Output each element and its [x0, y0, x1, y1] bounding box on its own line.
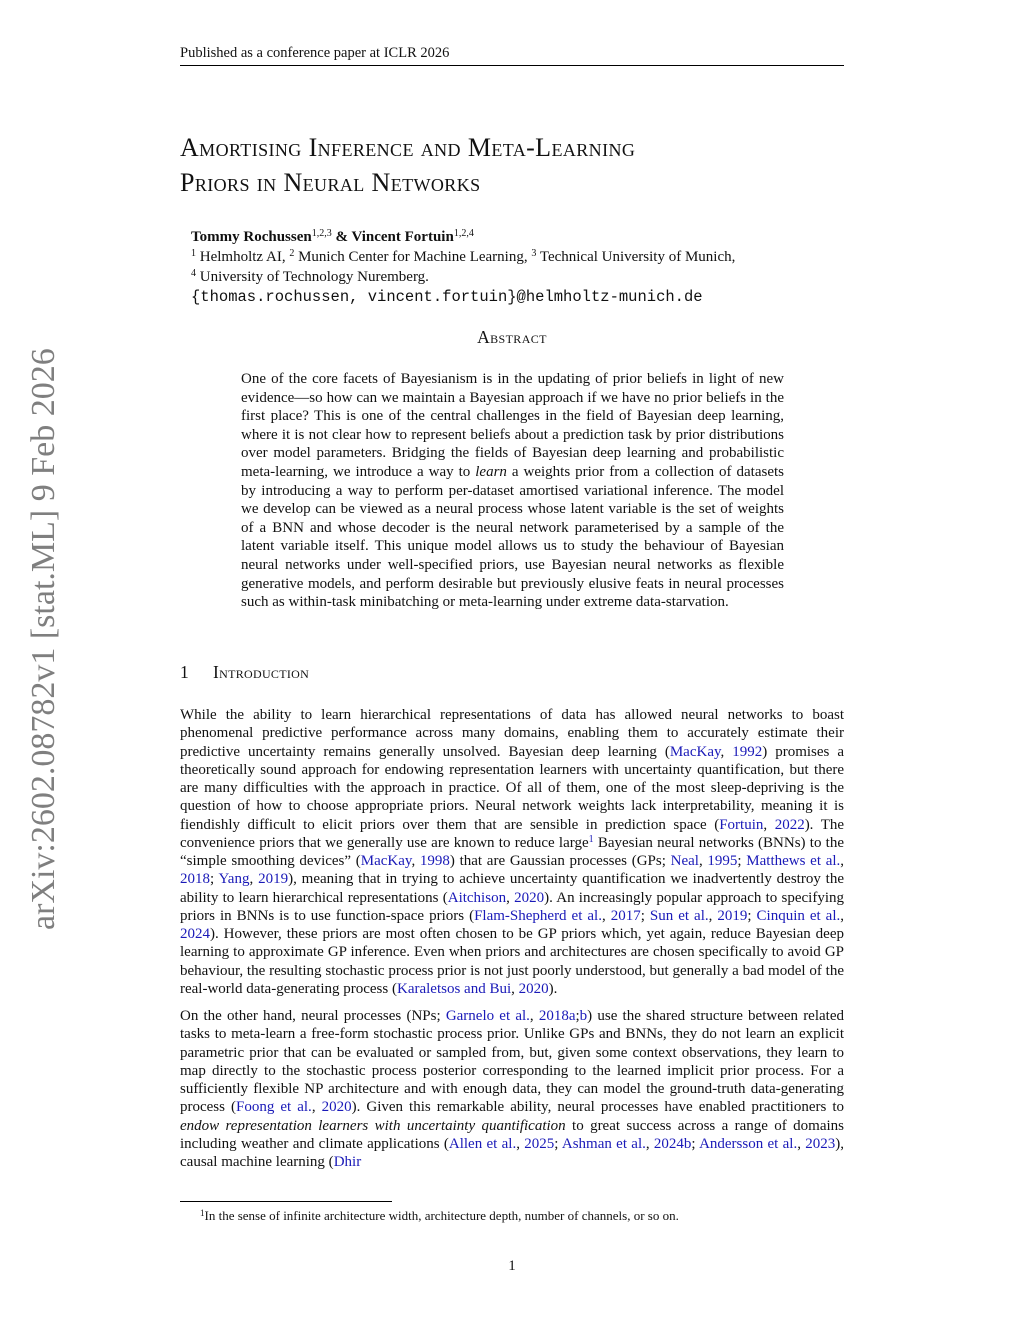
- citation-link[interactable]: 2020: [321, 1099, 352, 1116]
- text: ,: [840, 853, 845, 869]
- author-joiner: &: [331, 229, 352, 245]
- citation-link[interactable]: 2023: [805, 1135, 836, 1152]
- text: ) that are Gaussian processes (GPs;: [449, 853, 671, 869]
- citation-link[interactable]: Flam-Shepherd et al.: [474, 907, 602, 924]
- footnote-divider: [180, 1201, 392, 1202]
- text: On the other hand, neural processes (NPs;: [180, 1008, 446, 1024]
- author-names: [191, 227, 831, 247]
- text: ). An increasingly popular approach to specifying priors in BNNs is to use function-space priors (: [180, 889, 844, 924]
- footnote: [200, 1208, 840, 1224]
- text: ), causal machine learning (: [180, 1135, 845, 1170]
- text: ;: [575, 1008, 580, 1024]
- text: ;: [737, 853, 747, 869]
- text: ;: [691, 1135, 700, 1152]
- text: ). The convenience priors that we generally use are known to reduce large: [180, 816, 845, 851]
- citation-link[interactable]: MacKay: [360, 853, 412, 869]
- text: ,: [698, 853, 708, 869]
- text: ) use the shared structure between related tasks to meta-learn a free-form stochastic process prior. Unlike GPs and BNNs, they do not learn an explicit parametric prior that can be evaluated or sampled from, but, given some context observations, they learn to map directly to the stochastic process posterior corresponding to the learned implicit prior process. For a sufficiently flexible NP architecture and with enough data, they can model the ground-truth data-generating process (: [180, 1008, 844, 1116]
- affil-text: Munich Center for Machine Learning,: [294, 249, 532, 265]
- affil-mark: 1: [191, 248, 196, 259]
- author-emails[interactable]: {thomas.rochussen, vincent.fortuin}@helmholtz-munich.de: [191, 288, 703, 306]
- text: ;: [747, 907, 757, 924]
- section-heading: [180, 662, 580, 683]
- citation-link[interactable]: 2024b: [653, 1135, 692, 1152]
- citation-link[interactable]: Cinquin et al.: [756, 907, 841, 924]
- author-1: Tommy Rochussen: [191, 229, 312, 245]
- text: ,: [311, 1099, 322, 1116]
- citation-link[interactable]: Fortuin: [719, 816, 764, 833]
- citation-link[interactable]: Karaletsos and Bui: [396, 980, 512, 997]
- text: ;: [554, 1135, 562, 1152]
- citation-link[interactable]: 2017: [610, 907, 641, 924]
- text: ,: [506, 889, 515, 906]
- affil-mark: 3: [531, 248, 537, 259]
- arxiv-stamp[interactable]: arXiv:2602.08782v1 [stat.ML] 9 Feb 2026: [25, 348, 62, 930]
- citation-link[interactable]: 2018a: [538, 1008, 576, 1024]
- abstract-emphasis: learn: [475, 463, 507, 480]
- intro-paragraph-1: [180, 706, 844, 998]
- affiliations-line-1: [191, 247, 831, 267]
- page-number: 1: [508, 1258, 516, 1274]
- text: ,: [511, 980, 519, 997]
- text: ), meaning that in trying to achieve uncertainty quantification we inadvertently destroy the ability to learn hierarchical representations (: [180, 871, 844, 906]
- citation-link[interactable]: 1992: [732, 743, 763, 760]
- abstract-part: a weights prior from a collection of datasets by introducing a way to perform per-dataset amortised variational inference. The model we develop can be viewed as a neural process whose latent variable is the set of weights of a BNN and whose decoder is the neural network parameterised by a sample of the latent variable itself. This unique model allows us to study the behaviour of Bayesian neural networks under well-specified priors, use Bayesian neural networks as flexible generative models, and perform desirable but previously elusive feats in neural processes such as within-task minibatching or meta-learning under extreme data-starvation.: [241, 463, 784, 611]
- affil-text: Technical University of Munich,: [536, 249, 736, 265]
- text: ). Given this remarkable ability, neural processes have enabled practitioners to: [351, 1099, 845, 1116]
- footnote-link[interactable]: 1: [588, 833, 594, 845]
- author-2: Vincent Fortuin: [351, 229, 454, 245]
- text: ) promises a theoretically sound approach for endowing representation learners with uncertainty quantification, but there are many difficulties with the approach in practice. Of all of them, one of the most sleep-depriving is the question of how to choose appropriate priors. Neural network weights lack interpretability, meaning it is fiendishly difficult to elicit priors over them that are sensible in prediction space (: [180, 743, 844, 833]
- citation-link[interactable]: 2022: [774, 816, 805, 833]
- citation-link[interactable]: 2024: [180, 926, 210, 942]
- citation-link[interactable]: 1998: [419, 853, 450, 869]
- citation-link[interactable]: 2019: [258, 871, 289, 888]
- section-title: Introduction: [213, 662, 310, 682]
- affil-text: University of Technology Nuremberg.: [196, 269, 429, 285]
- text: ,: [708, 907, 718, 924]
- text: ,: [529, 1008, 539, 1024]
- text: ).: [548, 980, 558, 997]
- running-head: Published as a conference paper at ICLR 2026: [180, 44, 844, 66]
- text: ,: [249, 871, 259, 888]
- author-block: [191, 227, 831, 307]
- citation-link[interactable]: Neal: [670, 853, 699, 869]
- affiliations-line-2: [191, 267, 831, 287]
- citation-link[interactable]: Andersson et al.: [699, 1135, 798, 1152]
- citation-link[interactable]: 2020: [518, 980, 549, 997]
- citation-link[interactable]: Matthews et al.: [746, 853, 841, 869]
- text: ,: [720, 743, 733, 760]
- citation-link[interactable]: MacKay: [669, 743, 721, 760]
- affil-mark: 2: [289, 248, 295, 259]
- citation-link[interactable]: Foong et al.: [236, 1099, 312, 1116]
- text: ,: [840, 907, 845, 924]
- text: ,: [601, 907, 611, 924]
- text: to great success across a range of domains including weather and climate applications (: [180, 1117, 844, 1152]
- title-line-2: Priors in Neural Networks: [180, 168, 481, 197]
- affil-mark: 4: [191, 268, 196, 279]
- text: ,: [797, 1135, 806, 1152]
- citation-link[interactable]: 2019: [717, 907, 748, 924]
- footnote-text: In the sense of infinite architecture width, architecture depth, number of channels, or so on.: [204, 1208, 679, 1223]
- title-line-1: Amortising Inference and Meta-Learning: [180, 133, 636, 162]
- text: ;: [210, 871, 219, 888]
- citation-link[interactable]: b: [579, 1008, 588, 1024]
- text: ,: [411, 853, 420, 869]
- text: ,: [645, 1135, 654, 1152]
- citation-link[interactable]: 1995: [707, 853, 738, 869]
- intro-paragraph-2: [180, 1007, 844, 1171]
- text: ;: [640, 907, 650, 924]
- abstract-text: [241, 370, 784, 612]
- citation-link[interactable]: 2020: [514, 889, 545, 906]
- text: ,: [763, 816, 775, 833]
- footnote-mark: 1: [200, 1208, 205, 1218]
- citation-link[interactable]: Ashman et al.: [561, 1135, 646, 1152]
- citation-link[interactable]: Aitchison: [447, 889, 507, 906]
- citation-link[interactable]: Dhir: [333, 1154, 362, 1170]
- author-2-affil: 1,2,4: [453, 228, 474, 239]
- author-1-affil: 1,2,3: [311, 228, 332, 239]
- citation-link[interactable]: 2025: [524, 1135, 555, 1152]
- citation-link[interactable]: Garnelo et al.: [445, 1008, 530, 1024]
- citation-link[interactable]: 2018: [180, 871, 210, 888]
- citation-link[interactable]: Allen et al.: [448, 1135, 517, 1152]
- paper-title: [180, 130, 840, 200]
- citation-link[interactable]: Yang: [218, 871, 250, 888]
- text: ,: [516, 1135, 525, 1152]
- text: While the ability to learn hierarchical representations of data has allowed neural networks to boast phenomenal predictive performance across many domains, enabling them to accurately estimate their predictive uncertainty remains generally unsolved. Bayesian deep learning (: [180, 707, 844, 760]
- citation-link[interactable]: Sun et al.: [649, 907, 709, 924]
- section-number: 1: [180, 662, 190, 682]
- affil-text: Helmholtz AI,: [196, 249, 290, 265]
- abstract-heading: Abstract: [477, 327, 547, 347]
- text: Bayesian neural networks (BNNs) to the “simple smoothing devices” (: [180, 834, 845, 869]
- abstract-part: One of the core facets of Bayesianism is in the updating of prior beliefs in light of new evidence—so how can we maintain a Bayesian approach if we have no prior beliefs in the first place? This is one of the central challenges in the field of Bayesian deep learning, where it is not clear how to represent beliefs about a prediction task by prior distributions over model parameters. Bridging the fields of Bayesian deep learning and probabilistic meta-learning, we introduce a way to: [241, 371, 784, 480]
- intro-body: [180, 706, 844, 1180]
- text: ). However, these priors are most often chosen to be GP priors which, yet again, reduce Bayesian deep learning to approximate GP inference. Even when priors and architectures are chosen specifically to avoid GP behaviour, the resulting stochastic process prior is not just poorly understood, but generally a bad model of the real-world data-generating process (: [180, 926, 844, 997]
- emphasis: endow representation learners with uncertainty quantification: [180, 1117, 566, 1134]
